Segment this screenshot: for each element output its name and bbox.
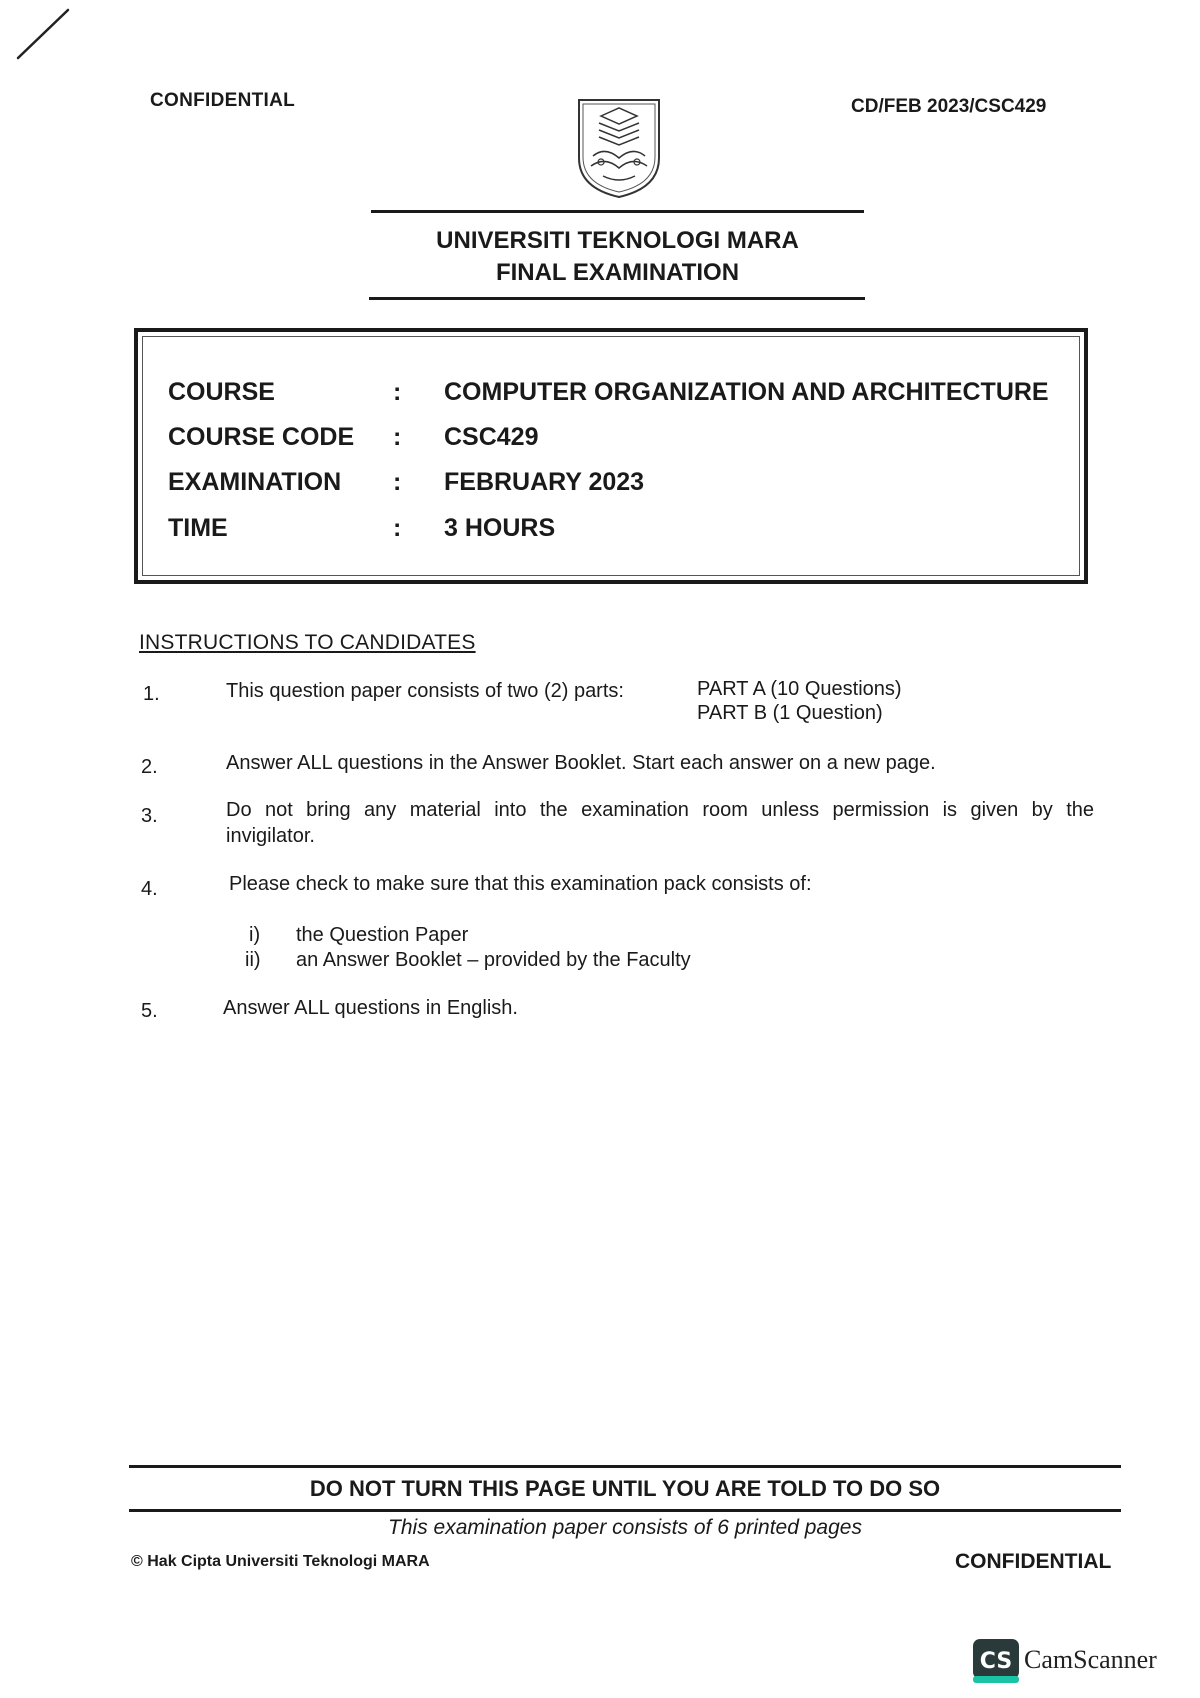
info-colon: :: [393, 378, 402, 406]
info-value: CSC429: [444, 423, 539, 451]
camscanner-watermark-text: CamScanner: [1024, 1645, 1157, 1674]
info-row-examination: [138, 468, 1084, 502]
instruction-text: Do not bring any material into the examination room unless permission is given by the: [226, 799, 1094, 821]
info-label: EXAMINATION: [168, 468, 342, 496]
footer-top-rule: [129, 1465, 1121, 1468]
sub-item-text: an Answer Booklet – provided by the Faculty: [296, 949, 691, 971]
info-colon: :: [393, 514, 402, 542]
exam-type-title: FINAL EXAMINATION: [495, 259, 740, 286]
instruction-text: Answer ALL questions in English.: [223, 997, 518, 1019]
part-a-label: PART A (10 Questions): [697, 678, 902, 700]
footer-confidential-label: CONFIDENTIAL: [955, 1550, 1112, 1573]
header-confidential-label: CONFIDENTIAL: [150, 90, 296, 111]
university-name: UNIVERSITI TEKNOLOGI MARA: [436, 227, 799, 254]
info-label: TIME: [168, 514, 228, 542]
info-value: COMPUTER ORGANIZATION AND ARCHITECTURE: [444, 378, 1049, 406]
reference-code: CD/FEB 2023/CSC429: [851, 96, 1047, 117]
camscanner-badge-text: CS: [979, 1649, 1013, 1674]
copyright-notice: © Hak Cipta Universiti Teknologi MARA: [131, 1553, 430, 1570]
camscanner-logo-icon: [972, 1638, 1020, 1684]
instruction-number: 4.: [141, 878, 158, 900]
info-row-course-code: [138, 423, 1084, 457]
instruction-text: Please check to make sure that this examination pack consists of:: [229, 873, 812, 895]
instruction-number: 2.: [141, 756, 158, 778]
title-bottom-rule: [369, 297, 865, 300]
instruction-number: 1.: [143, 683, 160, 705]
info-row-time: [138, 514, 1084, 548]
instructions-heading: INSTRUCTIONS TO CANDIDATES: [139, 631, 476, 654]
info-row-course: [138, 378, 1084, 412]
info-colon: :: [393, 468, 402, 496]
footer-bottom-rule: [129, 1509, 1121, 1512]
do-not-turn-warning: DO NOT TURN THIS PAGE UNTIL YOU ARE TOLD TO DO SO: [309, 1476, 941, 1501]
info-label: COURSE: [168, 378, 275, 406]
sub-item-text: the Question Paper: [296, 924, 469, 946]
part-b-label: PART B (1 Question): [697, 702, 883, 724]
university-crest-icon: [575, 96, 663, 200]
instruction-text-continued: invigilator.: [226, 825, 315, 847]
info-value: FEBRUARY 2023: [444, 468, 645, 496]
info-label: COURSE CODE: [168, 423, 355, 451]
instruction-text: This question paper consists of two (2) parts:: [226, 680, 624, 702]
info-value: 3 HOURS: [444, 514, 556, 542]
info-colon: :: [393, 423, 402, 451]
instruction-text: Answer ALL questions in the Answer Booklet. Start each answer on a new page.: [226, 752, 936, 774]
pen-mark-icon: [14, 6, 74, 62]
instruction-number: 5.: [141, 1000, 158, 1022]
sub-item-number: ii): [245, 949, 261, 971]
instruction-number: 3.: [141, 805, 158, 827]
course-info-box: [134, 328, 1088, 584]
printed-pages-note: This examination paper consists of 6 printed pages: [388, 1516, 862, 1539]
title-top-rule: [371, 210, 864, 213]
sub-item-number: i): [249, 924, 261, 946]
